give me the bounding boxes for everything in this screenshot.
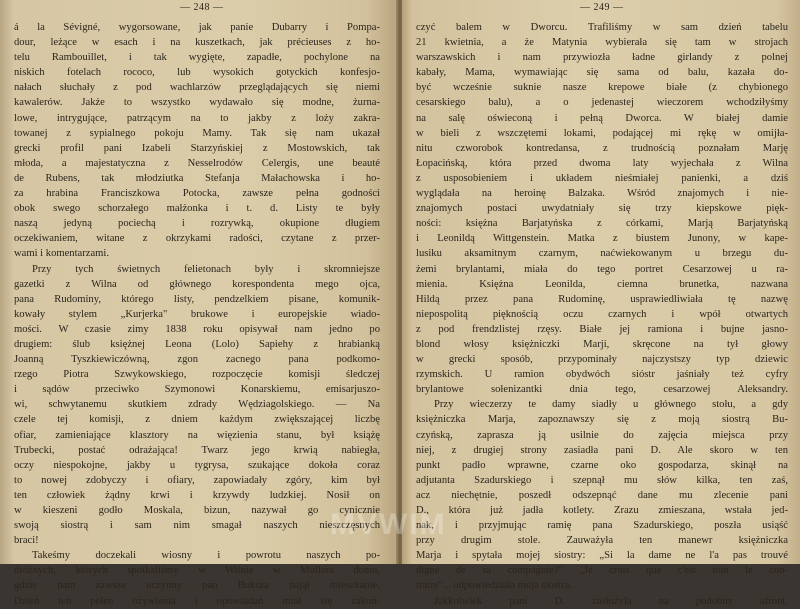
text-line: Trubecki, postać odrażająca! Twarz jego krwią nabiegła, xyxy=(14,444,380,456)
text-line: Przy tych świetnych felietonach były i skromniejsze xyxy=(32,263,380,275)
text-line: Jakkolwiek pani D. zasłużyła na podobny afront, xyxy=(434,595,788,607)
text-line: dróżnych, których spotkaliśmy w Wilnie w Müllera domu, xyxy=(14,565,380,577)
text-line: czele tej komisji, z dniem każdym zwiększającej liczbę xyxy=(14,414,380,426)
text-line: wyglądała na heroinę Balzaka. Wśród znajomych i nie- xyxy=(416,188,788,200)
text-line: ten człowiek żądny krwi i krzywdy ludzkiej. Nosił on xyxy=(14,489,380,501)
text-line: w grecki sposób, przypominały najczystszy typ dziewic xyxy=(416,354,788,366)
text-line: gdzie nam zawsze uczynny pan Buksza najął mieszkanie. xyxy=(14,580,380,592)
text-line: młoda, a majestatyczna z Nesselrodów Celergis, une beauté xyxy=(14,157,380,169)
text-line: niepospolitą pięknością oczu czarnych i wpół otwartych xyxy=(416,308,788,320)
text-line: Marja i spytała mojej siostry: „Si la dame ne l'a pas trouvé xyxy=(416,550,788,562)
text-line: Takeśmy doczekali wiosny i powrotu naszych po- xyxy=(32,550,380,562)
text-line: kowały stylem „Kurjerka" brukowe i europejskie wiado- xyxy=(14,308,380,320)
text-line: rzymskich. U ramion obydwóch sióstr jaśniały też cyfry xyxy=(416,369,788,381)
right-page-number: — 249 — xyxy=(580,2,624,13)
text-line: telu Rambouillet, i tak wygięte, zapadłe, pochylone na xyxy=(14,52,380,64)
text-line: obok swego schorzałego małżonka i t. d. Listy te były xyxy=(14,203,380,215)
text-line: przy drugim stole. Zauważyła ten manewr księżniczka xyxy=(416,535,788,547)
text-line: warszawskich i nam przywiozła ładne girlandy z polnej xyxy=(416,52,788,64)
text-line: traire"... odpowiedziała moja siostra. xyxy=(416,580,572,592)
text-line: wami i komentarzami. xyxy=(14,248,110,260)
text-line: D., która już jadła kotlety. Zrazu zmieszana, wstała jed- xyxy=(416,505,788,516)
text-line: Łopacińską, która przed dwoma laty wyjechała z Wilna xyxy=(416,157,788,169)
text-line: żemi brylantami, miała do tego portret Cesarzowej u ra- xyxy=(416,263,788,275)
text-line: kawalerów. Jakże to wszystko wydawało się modne, żurna- xyxy=(14,97,380,109)
text-line: dour, leżące w esach i na kuszetkach, jak précieuses z ho- xyxy=(14,37,380,49)
text-line: adjutanta Szadurskiego i szepnął mu słów kilka, ten zaś, xyxy=(416,474,788,486)
watermark: MVWIM xyxy=(330,508,447,541)
text-line: czyć balem w Dworcu. Trafiliśmy w sam dzień tabelu xyxy=(416,22,788,33)
left-page xyxy=(0,0,398,607)
text-line: towanej z sypialnego pokoju Mamy. Tak się nam ukazał xyxy=(14,127,380,139)
text-line: z usposobieniem i układem nieśmiałej panienki, a dziś xyxy=(416,172,788,184)
text-line: ności: księżna Barjatyńska z córkami, Marją Barjatyńską xyxy=(416,218,788,230)
text-line: wi, schwytanemu skutkiem zdrady Wędziagolskiego. — Na xyxy=(14,399,380,411)
text-line: oczy niespokojne, jakby u tygrysa, szukające dokoła coraz xyxy=(14,459,380,471)
text-line: lusiku aksamitnym czarnym, naćwiekowanym u brzegu du- xyxy=(416,248,788,260)
text-line: Dzień ten pełen ożywienia i opowiadań miał się zakoń- xyxy=(14,595,380,607)
text-line: oczekiwaniem, witane z okrzykami radości, czytane z przer- xyxy=(14,233,380,245)
text-line: czyńską, zaprasza ją usilnie do zajęcia miejsca przy xyxy=(416,429,788,441)
text-line: rzego Piotra Szwykowskiego, rozpoczęcie komisji śledczej xyxy=(14,369,380,381)
right-page xyxy=(402,0,800,607)
text-line: gazetki z Wilna od głównego korespondenta mego ojca, xyxy=(14,278,380,290)
text-line: kabały, Mama, wymawiając się sama od balu, kazała do- xyxy=(416,67,788,79)
text-line: i sądów przeciwko Szymonowi Konarskiemu, emisarjuszo- xyxy=(14,384,380,396)
text-line: nałach słuchały z pod wachlarzów przeglądających się niemi xyxy=(14,82,380,94)
text-line: blond włosy księżniczki Marji, skręcone na tył głowy xyxy=(416,338,788,350)
text-line: za hrabina Franciszkowa Potocka, zawsze pełna godności xyxy=(14,188,380,200)
text-line: mienia. Księżna Leonilda, ciemna brunetka, nazwana xyxy=(416,278,788,290)
text-line: 21 kwietnia, a że Matynia wybierała się tam w strojach xyxy=(416,37,788,49)
text-line: digne de sa compagnie?" „Je crois que c'est tout le con- xyxy=(416,565,788,577)
text-line: pana Rudominy, którego listy, pendzelkiem pisane, komunik- xyxy=(14,293,380,305)
text-line: braci! xyxy=(14,535,39,547)
text-line: grecki profil pani Izabeli Starzyńskiej z Mostowskich, tak xyxy=(14,142,380,154)
text-line: w kieszeni godło Moskala, bizun, nazywał go cynicznie xyxy=(14,505,380,516)
right-page-text xyxy=(416,20,788,609)
text-line: punkt padło wprawne, czarne oko gospodarza, skinął na xyxy=(416,459,788,471)
text-line: nitu czworobok kontredansa, z trudnością poznałam Marję xyxy=(416,142,788,154)
text-line: naszą jedyną pociechą i rozrywką, okupione długiem xyxy=(14,218,380,230)
left-page-number: — 248 — xyxy=(180,2,224,13)
text-line: niskich fotelach rococo, lub wysokich gotyckich konfesjo- xyxy=(14,67,380,79)
text-line: drugiem: ślub księżnej Leona (Lolo) Sapiehy z hrabianką xyxy=(14,338,380,350)
text-line: na salę oświeconą i pełną Dworca. W białej damie xyxy=(416,112,788,124)
text-line: lowe, intrygujące, patrzącym na to jakby z loży zakra- xyxy=(14,112,380,124)
text-line: ofiar, zamieniające klasztory na więzienia stanu, był książę xyxy=(14,429,380,441)
text-line: to nowej zdobyczy i ofiary, zapowiadały zgóry, kim był xyxy=(14,474,380,486)
text-line: znajomych postaci uwydatniały się trzy kiepskowe pięk- xyxy=(416,203,788,215)
text-line: Hildą przez pana Rudominę, usprawiedliwiała tę nazwę xyxy=(416,293,788,305)
text-line: i Leonildą Wittgenstein. Matka z biustem Junony, w kape- xyxy=(416,233,788,245)
text-line: niej, z drugiej strony zasiadła pani D. Ale skoro w ten xyxy=(416,444,788,456)
text-line: acz niechętnie, poszedł odszepnąć dane mu zlecenie pani xyxy=(416,489,788,501)
text-line: mości. W czasie zimy 1838 roku opisywał nam jedno po xyxy=(14,323,380,335)
text-line: de Rubens, tak młodziutka Stefanja Małachowska i ho- xyxy=(14,172,380,184)
text-line: cesarskiego balu), a o jedenastej wieczorem wchodziłyśmy xyxy=(416,97,788,109)
left-page-text xyxy=(14,20,380,609)
text-line: brylantowe sołenizantki dnia tego, cesarzowej Aleksandry. xyxy=(416,384,788,396)
text-line: nak, i przyjmując ramię pana Szadurskiego, poszła usiąść xyxy=(416,520,788,532)
text-line: Przy wieczerzy te damy siadły u głównego stołu, a gdy xyxy=(434,399,788,411)
text-line: z pod frendzlistej rzęsy. Białe jej ramiona i bujne jasno- xyxy=(416,323,788,335)
text-line: w bieli z wszczętemi lokami, podającej mi rękę w omijła- xyxy=(416,127,788,139)
text-line: swoją siostrą i sam nim smagał naszych nieszczęsnych xyxy=(14,520,380,532)
text-line: księżniczka Marja, zapoznawszy się z moją siostrą Bu- xyxy=(416,414,788,426)
text-line: Joanną Tyszkiewiczówną, zgon zacnego pana podkomo- xyxy=(14,354,380,366)
text-line: á la Sévigné, wygorsowane, jak panie Dubarry i Pompa- xyxy=(14,22,380,33)
text-line: być wcześnie suknie nasze krepowe białe (z chybionego xyxy=(416,82,788,94)
